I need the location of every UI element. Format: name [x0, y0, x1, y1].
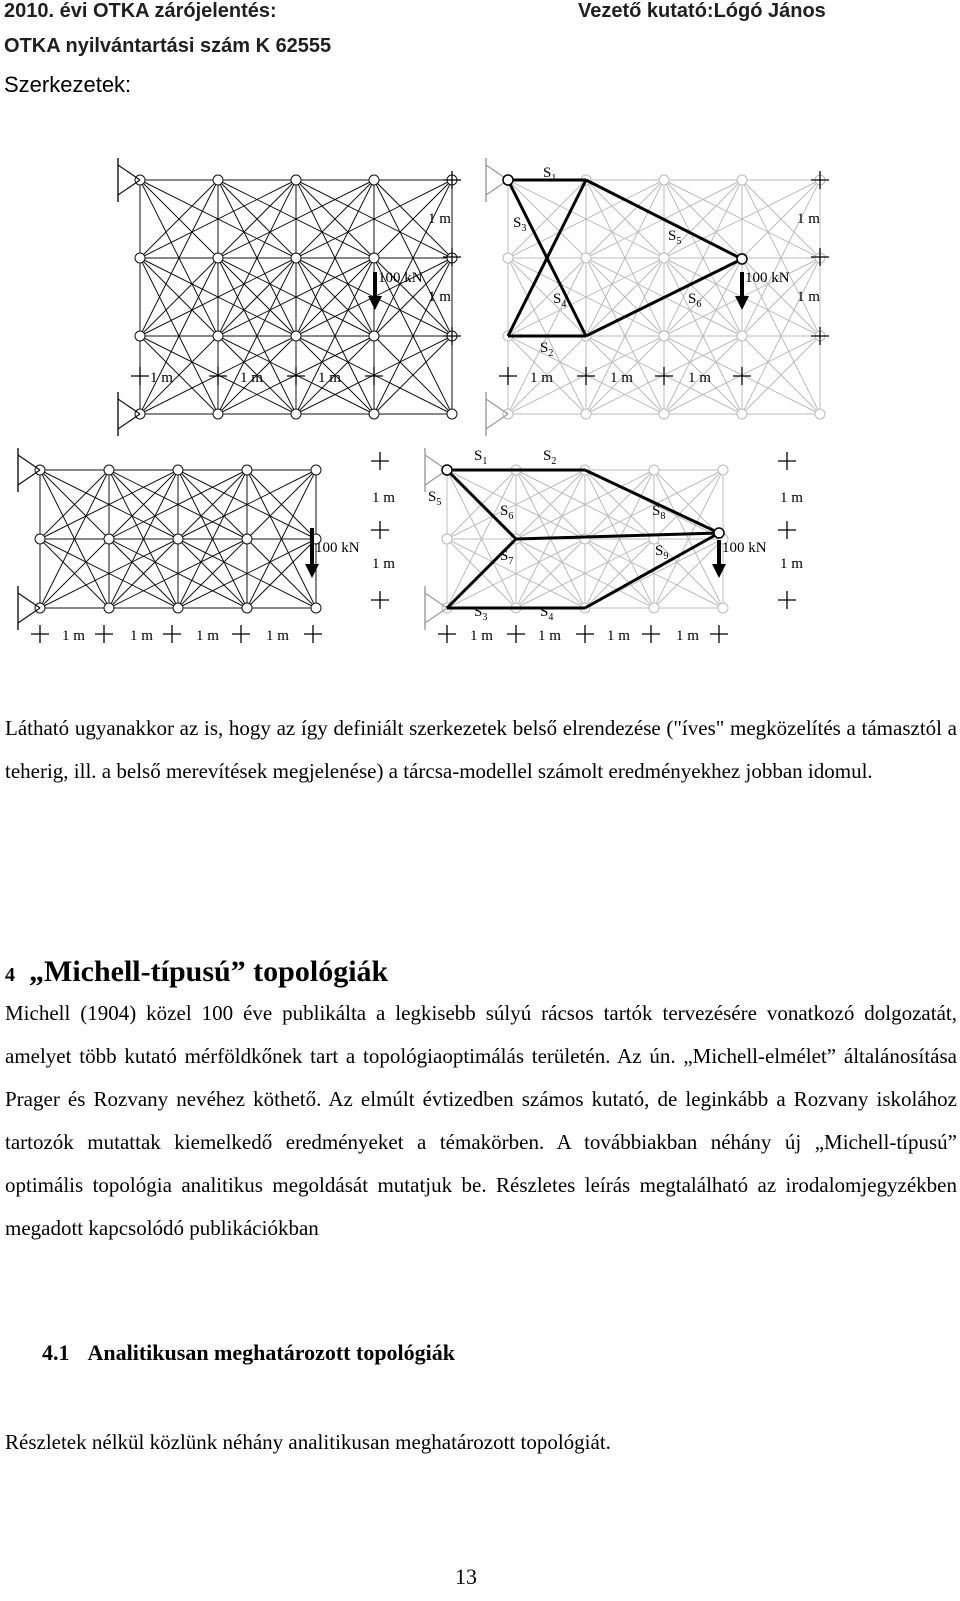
load-label: 100 kN [745, 270, 790, 286]
load-arrow-icon [368, 296, 382, 310]
paragraph-2: Michell (1904) közel 100 éve publikálta a legkisebb súlyú rácsos tartók tervezésére vonatkozó dolgozatát, amelyet több kutató mérföldkőnek tart a topológiaoptimálás területén. Az ún. „Michell-elmélet” általánosítása Prager és Rozvany nevéhez köthető. Az elmúlt évtizedben számos kutató, de leginkább a Rozvany iskolához tartozók mutattak kiemelkedő eredményeket a témakörben. A továbbiakban néhány új „Michell-típusú” optimális topológia analitikus megoldását mutatjuk be. Részletes leírás megtalálható az irodalomjegyzékben megadott kapcsolódó publikációkban [5, 1001, 957, 1240]
truss-node [173, 465, 183, 475]
member-label: $S_1$ [543, 165, 557, 184]
truss-node [714, 528, 724, 538]
support-icon [118, 165, 140, 180]
truss-node [659, 175, 669, 185]
load-label: 100 kN [315, 540, 360, 556]
support-icon [118, 414, 140, 429]
truss-node [442, 465, 452, 475]
page-number: 13 [455, 1564, 477, 1589]
truss-node [242, 465, 252, 475]
dimension-label: 1 m [130, 628, 153, 644]
member-label: $S_5$ [428, 489, 442, 508]
section-4-1-heading [42, 1340, 455, 1366]
member-label: $S_4$ [553, 291, 567, 310]
load-label: 100 kN [378, 270, 423, 286]
truss-node [135, 253, 145, 263]
optimal-bar [585, 470, 719, 533]
member-label: $S_8$ [652, 503, 666, 522]
truss-node [659, 331, 669, 341]
paragraph-1: Látható ugyanakkor az is, hogy az így definiált szerkezetek belső elrendezése ("íves" megközelítés a támasztól a teherig, ill. a belső merevítések megjelenése) a tárcsa-modellel számolt eredményekhez jobban idomul. [5, 716, 957, 783]
truss-node [649, 603, 659, 613]
support-icon [18, 593, 40, 608]
support-icon [486, 414, 508, 429]
truss-node [291, 253, 301, 263]
truss-node [369, 175, 379, 185]
truss-node [311, 603, 321, 613]
dimension-label: 1 m [780, 490, 803, 506]
member-label: $S_7$ [500, 548, 514, 567]
member-label: $S_5$ [668, 228, 682, 247]
dimension-label: 1 m [372, 556, 395, 572]
member-label: $S_6$ [500, 503, 514, 522]
dimension-label: 1 m [318, 370, 341, 386]
truss-node [104, 603, 114, 613]
support-icon [118, 399, 140, 414]
truss-node [213, 409, 223, 419]
section-4-1-title: Analitikusan meghatározott topológiák [87, 1340, 456, 1365]
truss-node [242, 534, 252, 544]
truss-figures [0, 130, 960, 670]
truss-node [369, 409, 379, 419]
member-label: $S_2$ [540, 340, 554, 359]
dimension-label: 1 m [428, 289, 451, 305]
truss-node [659, 253, 669, 263]
load-arrow-icon [305, 564, 319, 578]
truss-node [737, 175, 747, 185]
member-label: $S_6$ [688, 291, 702, 310]
support-icon [18, 455, 40, 470]
dimension-label: 1 m [607, 628, 630, 644]
truss-node [581, 253, 591, 263]
support-icon [18, 608, 40, 623]
truss-node [737, 409, 747, 419]
dimension-label: 1 m [688, 370, 711, 386]
truss-node [104, 534, 114, 544]
truss-node [213, 253, 223, 263]
support-icon [425, 593, 447, 608]
dimension-label: 1 m [266, 628, 289, 644]
member-label: $S_2$ [543, 448, 557, 467]
truss-node [447, 409, 457, 419]
load-label: 100 kN [722, 540, 767, 556]
truss-node [369, 331, 379, 341]
dimension-label: 1 m [797, 289, 820, 305]
truss-node [737, 254, 747, 264]
dimension-label: 1 m [538, 628, 561, 644]
truss-node [213, 175, 223, 185]
optimal-bar [585, 533, 719, 608]
dimension-label: 1 m [676, 628, 699, 644]
support-icon [486, 399, 508, 414]
dimension-label: 1 m [428, 211, 451, 227]
dimension-label: 1 m [470, 628, 493, 644]
intro-label: Szerkezetek: [4, 72, 132, 97]
truss-node [104, 465, 114, 475]
truss-node [503, 253, 513, 263]
member-label: $S_3$ [513, 215, 527, 234]
truss-node [659, 409, 669, 419]
truss-node [649, 465, 659, 475]
section-4-heading [5, 955, 388, 989]
dimension-label: 1 m [372, 490, 395, 506]
truss-node [581, 409, 591, 419]
truss-node [369, 253, 379, 263]
paragraph-3: Részletek nélkül közlünk néhány analitikusan meghatározott topológiát. [5, 1430, 611, 1454]
truss-node [291, 409, 301, 419]
truss-node [242, 603, 252, 613]
dimension-label: 1 m [240, 370, 263, 386]
section-4-number: 4 [5, 964, 15, 986]
truss-node [311, 465, 321, 475]
dimension-label: 1 m [196, 628, 219, 644]
dimension-label: 1 m [62, 628, 85, 644]
dimension-label: 1 m [780, 556, 803, 572]
truss-node [737, 331, 747, 341]
header-left-line2: OTKA nyilvántartási szám K 62555 [4, 35, 332, 57]
header-right-line1: Vezető kutató:Lógó János [578, 0, 826, 22]
truss-node [718, 603, 728, 613]
load-arrow-icon [712, 564, 726, 578]
member-label: $S_4$ [540, 604, 554, 623]
truss-node [213, 331, 223, 341]
dimension-label: 1 m [797, 211, 820, 227]
header-left-line1: 2010. évi OTKA zárójelentés: [4, 0, 277, 22]
load-arrow-icon [735, 296, 749, 310]
section-4-1-number: 4.1 [42, 1340, 70, 1365]
member-label: $S_9$ [655, 543, 669, 562]
truss-node [503, 175, 513, 185]
truss-node [291, 331, 301, 341]
truss-node [291, 175, 301, 185]
truss-node [35, 534, 45, 544]
member-label: $S_1$ [474, 448, 488, 467]
dimension-label: 1 m [530, 370, 553, 386]
dimension-label: 1 m [150, 370, 173, 386]
support-icon [118, 180, 140, 195]
truss-node [815, 409, 825, 419]
dimension-label: 1 m [610, 370, 633, 386]
truss-node [442, 534, 452, 544]
member-label: $S_3$ [474, 604, 488, 623]
truss-node [173, 603, 183, 613]
truss-node [718, 465, 728, 475]
truss-node [173, 534, 183, 544]
support-icon [425, 608, 447, 623]
support-icon [18, 470, 40, 485]
truss-node [135, 331, 145, 341]
section-4-title: „Michell-típusú” topológiák [29, 955, 389, 988]
